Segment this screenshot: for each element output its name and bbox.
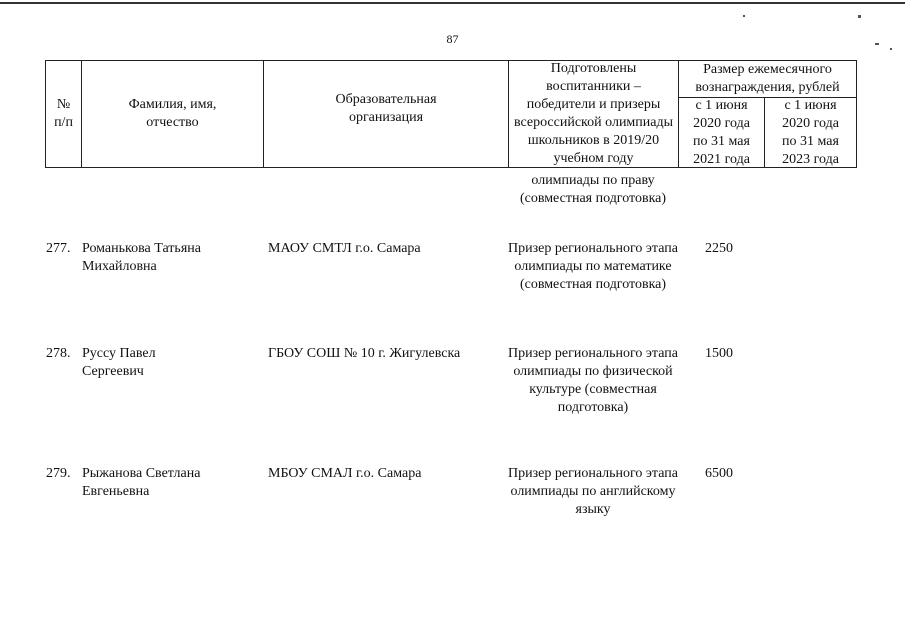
scan-speck: [858, 15, 861, 18]
continuation-text: олимпиады по праву (совместная подготовка): [519, 173, 667, 206]
row-organization: ГБОУ СОШ № 10 г. Жигулевска: [268, 346, 461, 361]
row-amount: 1500: [705, 346, 733, 361]
row-achievement: Призер регионального этапа олимпиады по математике (совместная подготовка): [508, 241, 678, 292]
row-name: Романькова Татьяна Михайловна: [82, 241, 201, 274]
header-col-name: Фамилия, имя, отчество: [82, 61, 264, 167]
header-col-achievement: Подготовлены воспитанники – победители и призеры всероссийской олимпиады школьников в 2019/20 учебном году: [509, 61, 679, 167]
header-col-num: № п/п: [46, 61, 82, 167]
row-achievement: Призер регионального этапа олимпиады по английскому языку: [508, 466, 678, 517]
row-achievement: Призер регионального этапа олимпиады по физической культуре (совместная подготовка): [508, 346, 678, 415]
row-name: Руссу Павел Сергеевич: [82, 346, 156, 379]
row-number: 279.: [46, 466, 71, 481]
header-col-period2: с 1 июня 2020 года по 31 мая 2023 года: [782, 97, 839, 167]
row-amount: 2250: [705, 241, 733, 256]
row-organization: МБОУ СМАЛ г.о. Самара: [268, 466, 422, 481]
header-col-reward: Размер ежемесячного вознаграждения, рублей: [679, 61, 856, 98]
row-number: 278.: [46, 346, 71, 361]
top-border-line: [0, 2, 905, 4]
header-col-period1: с 1 июня 2020 года по 31 мая 2021 года: [679, 98, 765, 167]
scan-speck: [890, 48, 892, 50]
scan-speck: [743, 15, 745, 17]
page-number: 87: [446, 32, 459, 46]
row-organization: МАОУ СМТЛ г.о. Самара: [268, 241, 421, 256]
row-amount: 6500: [705, 466, 733, 481]
header-col-org: Образовательная организация: [264, 61, 509, 167]
row-name: Рыжанова Светлана Евгеньевна: [82, 466, 201, 499]
table-header: [45, 60, 857, 168]
row-number: 277.: [46, 241, 71, 256]
header-col-reward-group: [679, 61, 856, 167]
